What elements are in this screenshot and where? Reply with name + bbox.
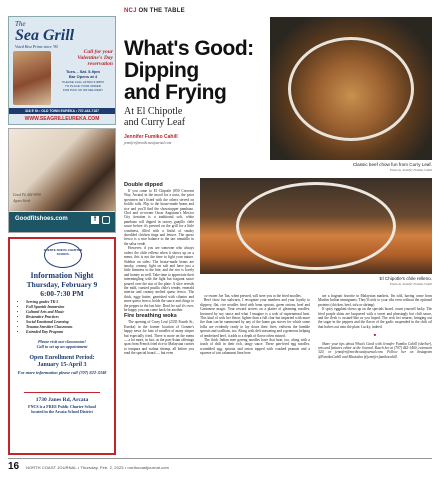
info-night-heading [12, 271, 112, 298]
plate-shape [288, 37, 414, 141]
goodfit-url[interactable]: Goodfitshoes.com [15, 216, 68, 222]
enroll-line: For more information please call (707) 822-3348 [17, 370, 107, 375]
paragraph: However, if you are someone who always orders the chile relleno when it shows up on a menu, this is not the time to fight your nature. Sidebar on sides: The house-made beans are smoky, creamy, light on salt and have just a little firmness to the bite, and the rice is lovely and homey as well. Take time to appreciate their intermingling with the light but fragrant sauce poured over the star of the plate. A slice reveals the mild, roasted pasilla chile's tender, emerald interior and creamy melted queso fresco. The thick, eggy batter, garnished with cilantro and more queso fresco, holds the sauce and clings to the pepper to the last bite. Don't be sad it's over; be happy you can come back for another. [124, 246, 194, 312]
website-link[interactable]: WWW.SEAGRILLEUREKA.COM [24, 116, 100, 122]
author-tagline: Share your tips about What's Good with Jennifer Fumiko Cahill (she/her), arts and features editor at the Journal. Reach her at (707) 442-1400, extension 320, or jennifer@northcoastjournal.com. Follow her on Instagram @FumikoCahill and Mastodon @jennifer.fumikocahill. [318, 341, 432, 359]
promo-line: Call for your [83, 49, 113, 55]
paragraph: If spicy eggplant shows up on the specials board, count yourself lucky. The fried purple skins are lacquered with a sweet and pleasingly hot chili sauce, and the flesh is custard-like as you hoped. The wok hei returns, bringing out the sugar in the peppers and the flavor of the garlic suspended in the chili oil that halves out onto the plate. Lucky, indeed. [318, 307, 432, 329]
goodfit-caption: Good Fit 444-9090 [13, 193, 41, 197]
list-item: • Serving grades TK-5 [26, 300, 112, 305]
headline-line: What's Good: [124, 37, 254, 60]
school-address [12, 397, 112, 414]
divider [24, 392, 100, 393]
sea-grill-ad[interactable] [8, 16, 116, 125]
enroll-line: Open Enrollment Period: [29, 355, 95, 361]
section-heading: Fire breathing woks [124, 313, 177, 320]
paragraph: co-owner Joe Tan, when pressed, will steer you to the fried noodles. [204, 294, 302, 298]
address-bar: 316 E St • OLD TOWN EUREKA • 707-443-7187 [9, 108, 115, 114]
list-item: • Extended Day Program [26, 330, 112, 335]
facebook-icon[interactable]: f [91, 216, 99, 224]
list-item: • Restorative Practices [26, 315, 112, 320]
headline [124, 38, 264, 104]
paragraph: The opening of Curry Leaf (2335 Fourth St., Eureka) in the former location of Gonnie's happy news for fans of noodles of many stripes but especially fried. There is more on the menu — a lot more, in fact, as the pan-Asian offerings span from French fried rice to Malaysian curries to tempura and walnut shrimp, all before you read the special board — but even [124, 320, 194, 356]
subhead [124, 106, 264, 128]
promo-line: reservation [87, 61, 113, 67]
heading-line: 6:00-7:30 PM [40, 289, 84, 298]
list-item: • Social Emotional Learning [26, 320, 112, 325]
photo1-credit: Photo by Jennifer Fumiko Cahill [390, 168, 432, 172]
headline-line: Dipping [124, 59, 199, 82]
goodfit-url-bar [9, 212, 115, 232]
photo2-caption: El Chipotle's chile relleno. [379, 276, 432, 281]
paragraph: Beef chow fun stalwarts, I recognize your numbers and your loyalty to slippery, flat, rice noodles fried with bean sprouts, green onions, beef and Cantonese magic. Your reward arrives on a platter of gleaming noodles, browned by soy sauce and what I imagine is a wok of supernatural heat. This kind of wok hei flavor, lighter than a full char but imparted with more fire than can be summoned by any of the home gas stoves for which some folks are evidently ready to lay down their lives, enlivens the humble sprouts and scallions, too. Along with deft seasoning and a generous helping of tenderized beef, it adds to a depth of flavor often missed. [200, 298, 310, 338]
order-info [53, 81, 113, 92]
visit-line: Call to set up an appointment [36, 344, 88, 350]
hours [53, 69, 113, 79]
byline: Jennifer Fumiko Cahill [124, 134, 178, 140]
section-heading: Double dipped [124, 182, 163, 188]
end-mark: ■ [373, 332, 377, 338]
subhead-line: At El Chipotle [124, 106, 183, 117]
address-line: located in the Arcata School District [31, 409, 93, 414]
page-number: 16 [8, 461, 20, 472]
headline-line: and Frying [124, 81, 227, 104]
section-header [124, 8, 185, 14]
chile-relleno-photo [200, 178, 432, 274]
paragraph: The thick Indian mee goreng noodles have that heat, too, along with a touch of chili in their rich, tangy sauce. These pan-fried egg noodles, scrambled egg, sprouts and onion topped with crushed peanuts and a squeeze of tart calamansi lime here [200, 338, 310, 356]
order-line: TO PLACE YOUR ORDER [65, 83, 101, 88]
chow-fun-photo [270, 17, 432, 160]
article-column-1 [124, 182, 194, 356]
goodfit-ad[interactable] [8, 128, 116, 233]
list-item: • Full Spanish Immersion [26, 305, 112, 310]
publication-line: NORTH COAST JOURNAL • Thursday, Feb. 2, 2023 • northcoastjournal.com [26, 465, 169, 470]
paragraph: If you came to El Chipotle (850 Crescent Way, Arcata) in the mood for a torta, the prior specimen isn't listed with the others served on bolillo rolls. Flip to the house-made beans and rice and you'll find the showstopper pambazo. Chef and co-owner Oscar Anguiano's Mexico City iteration is a traditional soft, white pambazo roll dipped in savory guajillo chile sauce before it's pressed on the grill for a little crustiness, filled with a fistful of smoky shredded chicken tinga and lettuce. The queso fresco is a nice balance to the tart tomatillo in the salsa verde. [124, 189, 194, 246]
list-item: • Trauma Sensitive Classrooms [26, 325, 112, 330]
brand-the: The [15, 20, 26, 28]
visit-info [12, 339, 112, 350]
heading-line: Thursday, February 9 [26, 280, 98, 289]
address-line: 1730 Janes Rd, Arcata [35, 397, 89, 403]
heading-line: Information Night [30, 271, 94, 280]
dessert-photo [13, 51, 51, 105]
order-line: PLEASE CALL AFTER 3:30PM [62, 80, 104, 84]
school-name: FUENTE NUEVA CHARTER SCHOOL [43, 248, 83, 256]
section-title: ON THE TABLE [138, 8, 185, 14]
address-line: FNCS is a FREE Public Charter School [28, 404, 96, 409]
article-column-3 [200, 294, 310, 452]
order-line: FOR PICK UP OR DELIVERY [62, 87, 104, 92]
instagram-icon[interactable] [102, 216, 110, 224]
paragraph: are a fragrant favorite in Malaysian markets, I'm told, having come from Muslim Indian immigrants. They'll stick to your ribs even without the optional proteins (chicken, beef, tofu or shrimp). [318, 294, 432, 307]
plate-shape [236, 182, 396, 270]
enroll-line: January 15-April 3 [37, 362, 87, 368]
photo1-caption: Classic beef chow fun from Curry Leaf. [352, 162, 432, 167]
section-number: NCJ [124, 8, 137, 14]
enrollment-info [12, 355, 112, 375]
valentine-promo [53, 49, 113, 67]
photo2-credit: Photo by Jennifer Fumiko Cahill [390, 282, 432, 286]
goodfit-tagline: Agnes Stroh [13, 199, 31, 203]
promo-line: Valentine's Day [77, 55, 113, 61]
charter-school-ad[interactable] [8, 237, 116, 455]
hours-line: Bar Opens at 4 [68, 74, 98, 79]
subhead-line: and Curry Leaf [124, 117, 186, 128]
brand-name: Sea Grill [15, 27, 75, 44]
tagline: Voted Best Prime since '90 [15, 44, 58, 49]
hours-line: Tues. - Sat. 5-9pm [66, 69, 100, 74]
sea-grill-logo [15, 21, 111, 49]
program-list [16, 300, 112, 335]
list-item: • Cultural Arts and Music [26, 310, 112, 315]
visit-line: Please visit our classrooms! [37, 339, 87, 344]
byline-email[interactable]: jennifer@northcoastjournal.com [124, 141, 172, 145]
article-column-4 [318, 294, 432, 452]
footer-rule [8, 458, 432, 459]
